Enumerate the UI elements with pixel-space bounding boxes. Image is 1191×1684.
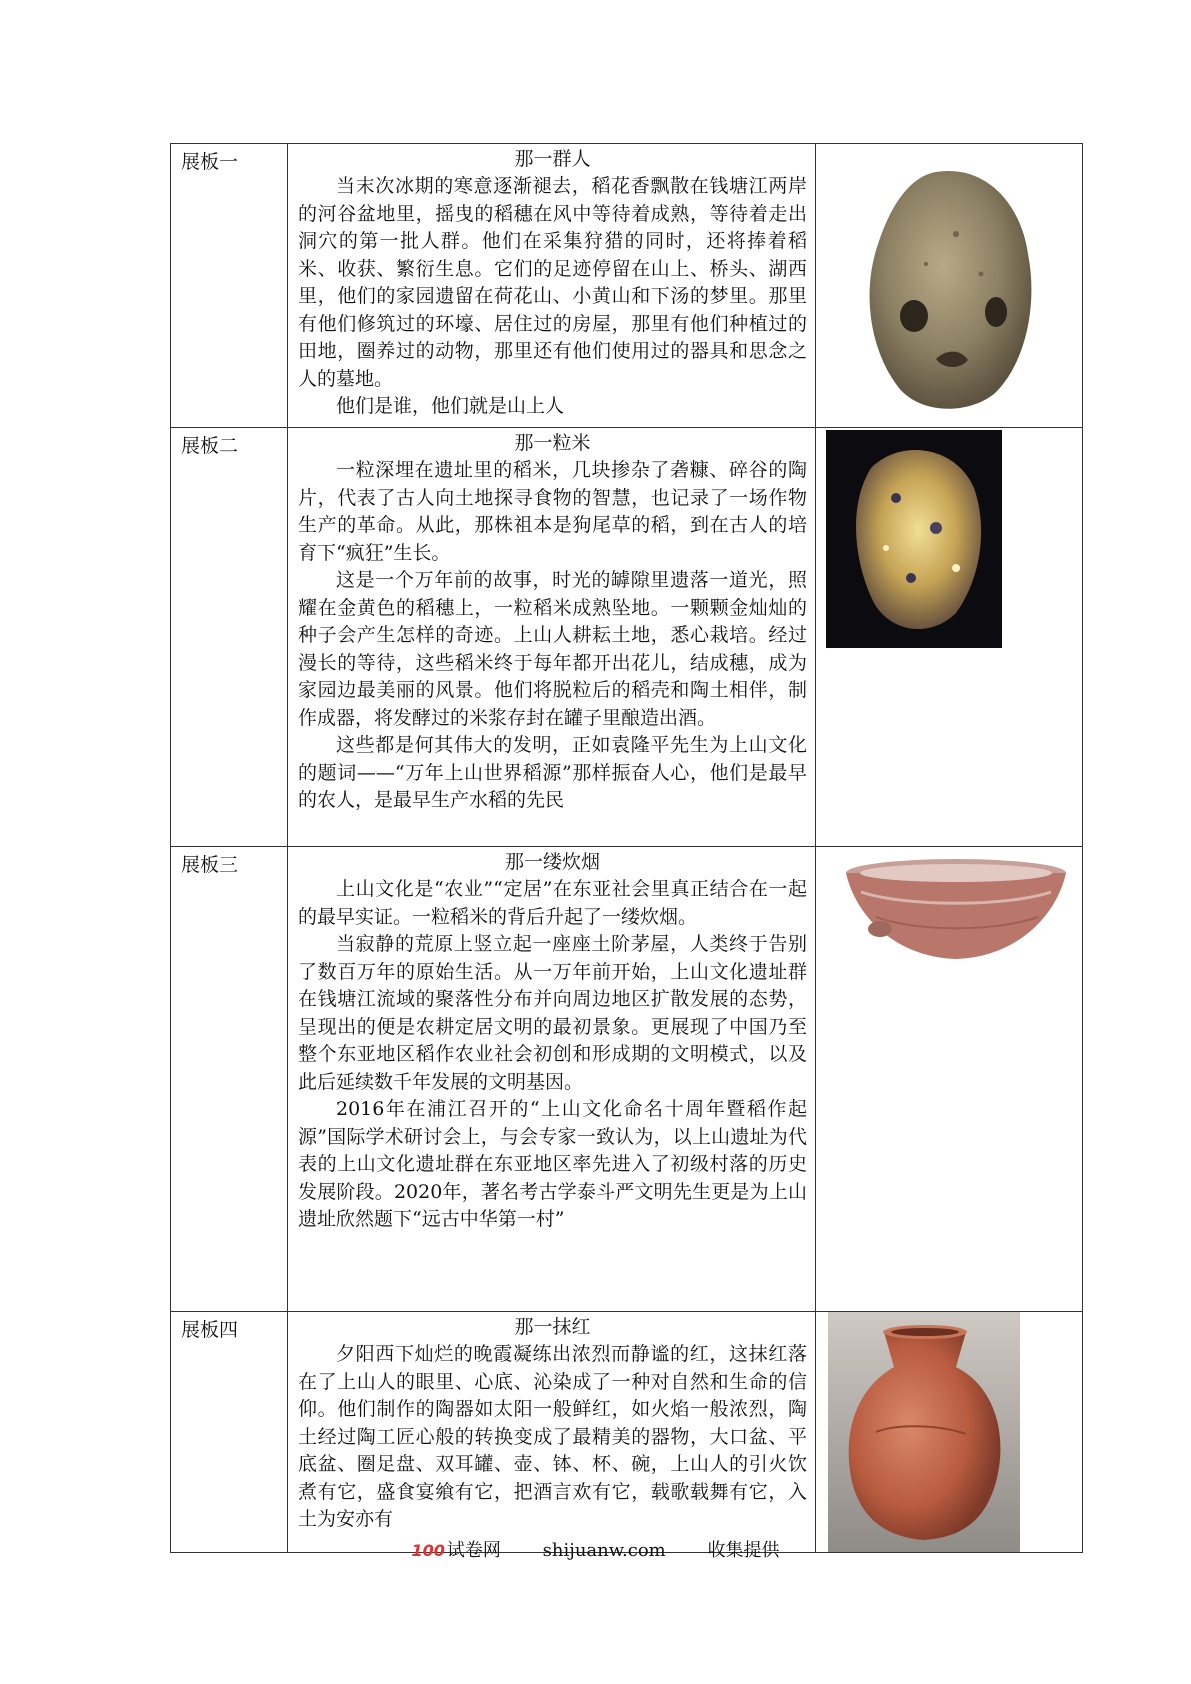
table-row [171,1312,1083,1553]
panel-paragraph: 这些都是何其伟大的发明，正如袁隆平先生为上山文化的题词——“万年上山世界稻源”那样振奋人心，他们是最早的农人，是最早生产水稻的先民 [298,734,807,811]
panel-image-cell [816,428,1083,847]
panel-paragraph: 上山文化是“农业”“定居”在东亚社会里真正结合在一起的最早实证。一粒稻米的背后升起了一缕炊烟。 [298,878,807,928]
panel-paragraph: 这是一个万年前的故事，时光的罅隙里遗落一道光，照耀在金黄色的稻穗上，一粒稻米成熟坠地。一颗颗金灿灿的种子会产生怎样的奇迹。上山人耕耘土地，悉心栽培。经过漫长的等待，这些稻米终于每年都开出花儿，结成穗，成为家园边最美丽的风景。他们将脱粒后的稻壳和陶土相伴，制作成器，将发酵过的米浆存封在罐子里酿造出酒。 [298,569,807,729]
panel-paragraph: 夕阳西下灿烂的晚霞凝练出浓烈而静谧的红，这抹红落在了上山人的眼里、心底、沁染成了一种对自然和生命的信仰。他们制作的陶器如太阳一般鲜红，如火焰一般浓烈，陶土经过陶工匠心般的转换变成了最精美的器物，大口盆、平底盆、圈足盘、双耳罐、壶、钵、杯、碗，上山人的引火饮煮有它，盛食宴飨有它，把酒言欢有它，载歌载舞有它，入土为安亦有 [298,1343,807,1530]
panel-image-cell [816,1312,1083,1553]
panel-text [288,428,816,847]
panel-label: 展板三 [171,847,288,1312]
exhibit-table [170,143,1083,1553]
panel-title: 那一群人 [514,148,591,170]
table-row [171,144,1083,428]
panel-paragraph: 当寂静的荒原上竖立起一座座土阶茅屋，人类终于告别了数百万年的原始生活。从一万年前开始，上山文化遗址群在钱塘江流域的聚落性分布并向周边地区扩散发展的态势，呈现出的便是农耕定居文明的最初景象。更展现了中国乃至整个东亚地区稻作农业社会初创和形成期的文明模式，以及此后延续数千年发展的文明基因。 [298,933,807,1093]
site-url[interactable]: shijuanw.com [542,1540,666,1561]
panel-label: 展板四 [171,1312,288,1553]
panel-text [288,847,816,1312]
table-row [171,847,1083,1312]
table-row [171,428,1083,847]
panel-image-cell [816,847,1083,1312]
panel-title: 那一缕炊烟 [504,851,600,873]
site-logo: 100 [411,1541,445,1560]
footer [0,1536,1191,1562]
rice-grain-icon [816,428,1082,648]
panel-label: 展板二 [171,428,288,847]
panel-paragraph: 一粒深埋在遗址里的稻米，几块掺杂了砻糠、碎谷的陶片，代表了古人向土地探寻食物的智慧，也记录了一场作物生产的革命。从此，那株祖本是狗尾草的稻，到在古人的培育下“疯狂”生长。 [298,459,807,564]
panel-text [288,144,816,428]
pottery-basin-icon [816,847,1082,977]
panel-label: 展板一 [171,144,288,428]
panel-title: 那一抹红 [514,1316,591,1338]
panel-title: 那一粒米 [514,432,591,454]
red-pottery-jar-icon [816,1312,1082,1552]
stone-face-figurine-icon [816,144,1082,427]
panel-paragraph: 2016年在浦江召开的“上山文化命名十周年暨稻作起源”国际学术研讨会上，与会专家一致认为，以上山遗址为代表的上山文化遗址群在东亚地区率先进入了初级村落的历史发展阶段。2020年，著名考古学泰斗严文明先生更是为上山遗址欣然题下“远古中华第一村” [298,1098,807,1230]
panel-paragraph: 他们是谁，他们就是山上人 [336,395,565,417]
site-name: 试卷网 [446,1540,501,1561]
panel-text [288,1312,816,1553]
panel-paragraph: 当末次冰期的寒意逐渐褪去，稻花香飘散在钱塘江两岸的河谷盆地里，摇曳的稻穗在风中等待着成熟，等待着走出洞穴的第一批人群。他们在采集狩猎的同时，还将捧着稻米、收获、繁衍生息。它们的足迹停留在山上、桥头、湖西里，他们的家园遗留在荷花山、小黄山和下汤的梦里。那里有他们修筑过的环壕、居住过的房屋，那里有他们种植过的田地，圈养过的动物，那里还有他们使用过的器具和思念之人的墓地。 [298,175,807,390]
footer-credit: 收集提供 [707,1540,780,1561]
panel-image-cell [816,144,1083,428]
